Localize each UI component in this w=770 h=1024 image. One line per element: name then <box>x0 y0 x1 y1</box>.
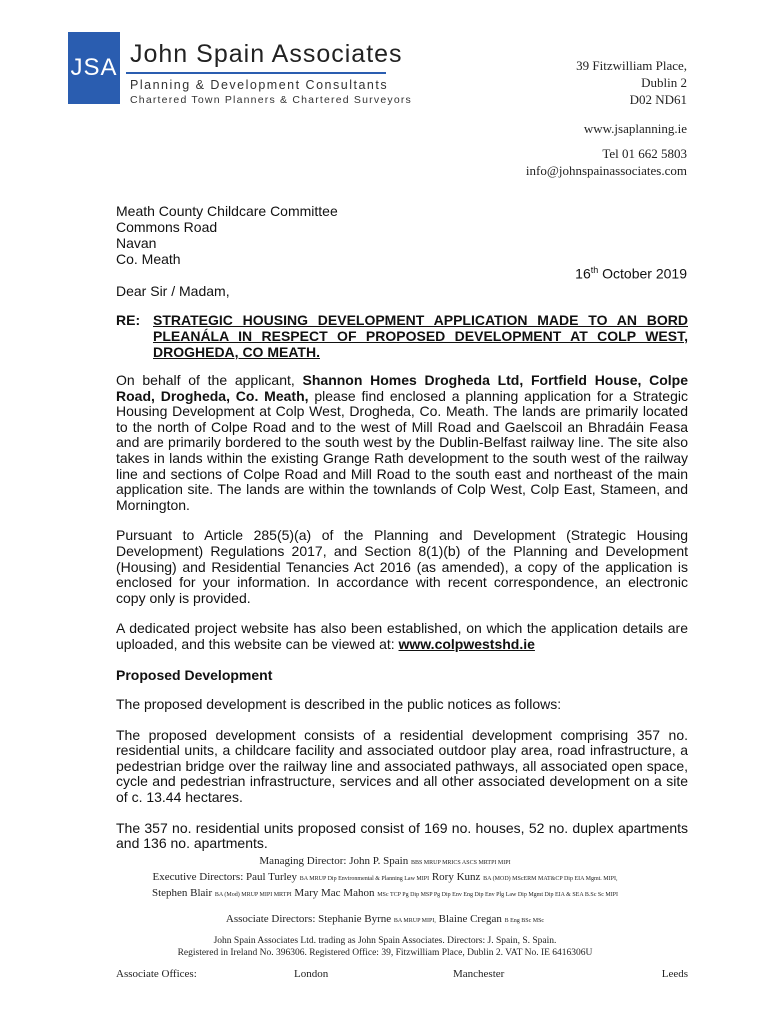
paragraph-units: The 357 no. residential units proposed consist of 169 no. houses, 52 no. duplex apartments and 136 no. apartments. <box>116 819 688 852</box>
director-quals: BA (Mod) MRUP MIPI MRTPI <box>214 892 292 898</box>
footer-label: Managing Director: <box>259 855 347 867</box>
company-subtitle: Planning & Development Consultants <box>130 78 389 92</box>
offices-label: Associate Offices: <box>116 968 197 980</box>
paragraph-notices: The proposed development is described in the public notices as follows: <box>116 696 562 713</box>
paragraph-text: On behalf of the applicant, <box>116 372 303 388</box>
telephone: Tel 01 662 5803 <box>602 146 687 161</box>
address-line-2: Dublin 2 <box>641 75 687 90</box>
paragraph-website <box>116 621 688 652</box>
trading-name: John Spain Associates Ltd. trading as John Spain Associates. Directors: J. Spain, S. Spain. <box>213 936 557 946</box>
recipient-address <box>116 203 338 267</box>
registered-office: Registered in Ireland No. 396306. Registered Office: 39, Fitzwilliam Place, Dublin 2. VAT No. IE 6416306U <box>177 948 593 958</box>
letter-date <box>575 265 687 282</box>
logo-divider <box>126 72 386 74</box>
address-line-3: D02 ND61 <box>629 92 687 107</box>
executive-directors-line-2 <box>0 886 770 902</box>
subject-line <box>116 312 688 360</box>
paragraph-text: please find enclosed a planning application for a Strategic Housing Development at Colp West, Drogheda, Co. Meath. The lands are primarily located to the north of Colpe Road and to the west of Mill Road and Gaelscoil an Bhradáin Feasa and are primarily bordered to the south west by the Dublin-Belfast railway line. The site also takes in lands within the existing Grange Rath development to the south west of the railway line and sections of Colpe Road and Mill Road to the south east and northeast of the main application site. The lands are within the townlands of Colp West, Colp East, Stameen, and Mornington. <box>116 387 688 513</box>
director-name: Stephen Blair <box>151 887 213 899</box>
associate-directors-line <box>0 912 770 928</box>
director-name: Stephanie Byrne <box>318 913 392 925</box>
office-london: London <box>294 968 329 980</box>
recipient-line-1: Meath County Childcare Committee <box>116 203 338 219</box>
office-manchester: Manchester <box>453 968 505 980</box>
company-registration <box>0 935 770 959</box>
recipient-line-2: Commons Road <box>116 219 218 235</box>
sender-address <box>526 57 687 179</box>
paragraph-pursuant: Pursuant to Article 285(5)(a) of the Planning and Development (Strategic Housing Development) Regulations 2017, and Section 8(1)(b) of the Planning and Development (Housing) and Residential Tenancies Act 2016 (as amended), a copy of the application is enclosed for your information. In accordance with recent correspondence, an electronic copy only is provided. <box>116 527 688 606</box>
letter-body <box>116 373 688 867</box>
date-suffix: th <box>590 265 599 275</box>
managing-director-line <box>0 854 770 870</box>
date-day: 16 <box>575 265 591 282</box>
website: www.jsaplanning.ie <box>583 121 687 136</box>
directors-footer <box>0 854 770 928</box>
director-quals: BA MRUP Dip Environmental & Planning Law MIPI <box>299 876 430 882</box>
director-quals: BBS MRUP MRICS ASCS MRTPI MIPI <box>410 860 511 866</box>
executive-directors-line-1 <box>0 870 770 886</box>
company-tagline: Chartered Town Planners & Chartered Surveyors <box>130 94 413 106</box>
company-logo <box>68 32 413 106</box>
recipient-line-4: Co. Meath <box>116 251 181 267</box>
director-name: John P. Spain <box>349 855 409 867</box>
director-name: Mary Mac Mahon <box>294 887 375 899</box>
subject-text: STRATEGIC HOUSING DEVELOPMENT APPLICATION MADE TO AN BORD PLEANÁLA IN RESPECT OF PROPOSED DEVELOPMENT AT COLP WEST, DROGHEDA, CO MEATH. <box>153 312 688 360</box>
date-rest: October 2019 <box>598 265 687 282</box>
paragraph-text: A dedicated project website has also been established, on which the application details are uploaded, and this website can be viewed at: <box>116 620 688 652</box>
director-quals: MSc TCP Pg Dip MSP Pg Dip Env Eng Dip Env Plg Law Dip Mgmt Dip EIA & SEA B.Sc Sc MIPI <box>377 892 619 898</box>
salutation: Dear Sir / Madam, <box>116 283 230 299</box>
company-name: John Spain Associates <box>130 40 403 68</box>
director-name: Rory Kunz <box>431 871 481 883</box>
address-line-1: 39 Fitzwilliam Place, <box>576 58 687 73</box>
office-leeds: Leeds <box>661 968 688 980</box>
logo-mark: JSA <box>68 32 120 104</box>
subject-label: RE: <box>116 312 141 328</box>
paragraph-description: The proposed development consists of a residential development comprising 357 no. residential units, a childcare facility and associated outdoor play area, road infrastructure, a pedestrian bridge over the railway line and associated pathways, all associated open space, cycle and pedestrian infrastructure, services and all other associated development on a site of c. 13.44 hectares. <box>116 726 688 806</box>
director-name: Paul Turley <box>246 871 298 883</box>
director-quals: B Eng BSc MSc <box>504 918 545 924</box>
recipient-line-3: Navan <box>116 235 157 251</box>
section-heading: Proposed Development <box>116 666 273 683</box>
director-quals: BA MRUP MIPI, <box>393 918 436 924</box>
applicant-name: Shannon Homes Drogheda Ltd, Fortfield House, Colpe Road, Drogheda, Co. Meath, <box>116 372 688 404</box>
email: info@johnspainassociates.com <box>525 163 687 178</box>
director-name: Blaine Cregan <box>438 913 502 925</box>
footer-label: Executive Directors: <box>152 871 244 883</box>
director-quals: BA (MOD) MScERM MAT&CP Dip EIA Mgmt. MIPI, <box>483 876 618 882</box>
project-website-link[interactable]: www.colpwestshd.ie <box>398 635 535 652</box>
footer-label: Associate Directors: <box>225 913 316 925</box>
paragraph-applicant <box>116 373 688 513</box>
